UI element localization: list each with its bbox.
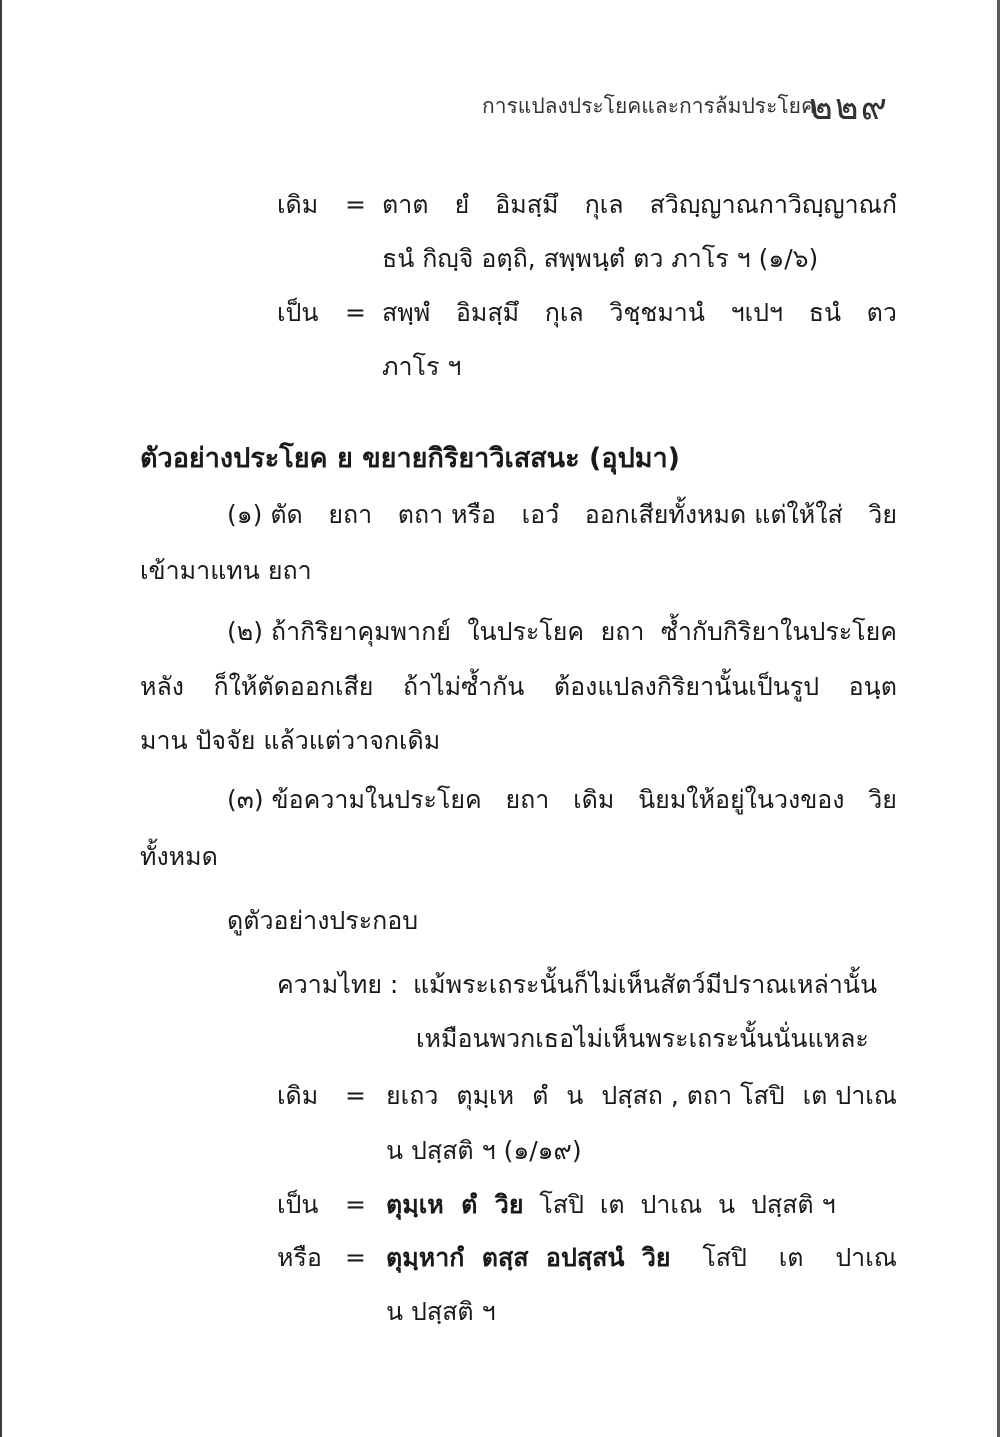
example-doem-line-2: น ปสฺสติ ฯ (๑/๑๙): [386, 1136, 582, 1165]
word: ยถา: [600, 617, 645, 646]
equals-sign: =: [345, 1081, 366, 1110]
word: นิยมให้อยู่ในวงของ: [638, 785, 845, 814]
equals-sign: =: [345, 1243, 366, 1272]
word: ยํ: [454, 190, 470, 219]
word: (๑) ตัด: [227, 500, 303, 529]
word: ซ้ำกับกิริยาในประโยค: [660, 617, 897, 646]
rule-1-line-2: เข้ามาแทน ยถา: [140, 556, 312, 585]
bold-phrase: ตุมฺเห ตํ วิย: [386, 1190, 524, 1219]
word: (๒) ถ้ากิริยาคุมพากย์: [227, 617, 451, 646]
word: ตว: [866, 298, 897, 327]
rule-2-line-1: [227, 617, 897, 647]
word: ในประโยค: [467, 617, 585, 646]
word: กุเล: [584, 190, 624, 219]
bold-phrase: ตุมฺหากํ ตสฺส อปสฺสนํ วิย: [386, 1243, 671, 1272]
doem-line-2: ธนํ กิญฺจิ อตฺถิ, สพฺพนฺตํ ตว ภาโร ฯ (๑/๖): [382, 244, 819, 273]
word: ปสฺสถ , ตถา โสปิ: [601, 1081, 785, 1110]
doem-label-2: เดิม: [277, 1081, 319, 1110]
word: อิมสฺมึ: [455, 298, 520, 327]
word: วิย: [868, 500, 897, 529]
word: ยเถว: [386, 1081, 439, 1110]
word: วิย: [868, 785, 897, 814]
word: น: [566, 1081, 584, 1110]
pen-line-2: ภาโร ฯ: [382, 352, 462, 381]
word: อนฺต: [848, 672, 897, 701]
rule-2-line-3: มาน ปัจจัย แล้วแต่วาจกเดิม: [140, 726, 441, 755]
word: ปาเณ: [835, 1243, 897, 1272]
thai-meaning-line-1: แม้พระเถระนั้นก็ไม่เห็นสัตว์มีปราณเหล่านั้น: [413, 970, 878, 999]
word: เต ปาเณ: [802, 1081, 897, 1110]
rule-3-line-1: [227, 785, 897, 815]
rule-3-line-2: ทั้งหมด: [140, 842, 218, 871]
running-header-title: การแปลงประโยคและการล้มประโยค: [482, 94, 815, 118]
doem-line-1: [382, 190, 897, 220]
rule-2-line-2: [140, 672, 897, 702]
doem-label-1: เดิม: [277, 190, 319, 219]
word: เดิม: [573, 785, 615, 814]
word: ฯเปฯ: [730, 298, 784, 327]
example-intro: ดูตัวอย่างประกอบ: [227, 906, 419, 935]
word: ตํ: [532, 1081, 549, 1110]
word: โสปิ: [702, 1243, 747, 1272]
thai-meaning-line-2: เหมือนพวกเธอไม่เห็นพระเถระนั้นนั่นแหละ: [416, 1024, 869, 1053]
word: เต: [778, 1243, 804, 1272]
word: อิมสฺมึ: [495, 190, 559, 219]
pen-label-1: เป็น: [277, 298, 319, 327]
word: สพฺพํ: [382, 298, 431, 327]
word: ต้องแปลงกิริยานั้นเป็นรูป: [553, 672, 820, 701]
pen-line-1: [382, 298, 897, 328]
example-pen-line: [386, 1190, 836, 1220]
word: ธนํ: [808, 298, 842, 327]
rule-1-line-1: [227, 500, 897, 530]
word: ตาต: [382, 190, 429, 219]
phrase: โสปิ เต ปาเณ น ปสฺสติ ฯ: [523, 1190, 836, 1219]
word: ตุมฺเห: [456, 1081, 515, 1110]
word: เอวํ: [521, 500, 560, 529]
equals-sign: =: [345, 298, 366, 327]
word: ยถา: [505, 785, 550, 814]
rue-label: หรือ: [277, 1243, 322, 1272]
pen-label-2: เป็น: [277, 1190, 319, 1219]
word: สวิญฺญาณกาวิญฺญาณกํ: [649, 190, 897, 219]
example-rue-line-1: [386, 1243, 897, 1273]
example-rue-line-2: น ปสฺสติ ฯ: [386, 1297, 496, 1326]
page-number: ๒๒๙: [809, 87, 889, 128]
equals-sign: =: [345, 190, 366, 219]
word: ถ้าไม่ซ้ำกัน: [402, 672, 525, 701]
word: ออกเสียทั้งหมด แต่ให้ใส่: [584, 500, 843, 529]
thai-meaning-label: ความไทย :: [277, 970, 399, 999]
word: ตถา หรือ: [397, 500, 497, 529]
word: (๓) ข้อความในประโยค: [227, 785, 482, 814]
word: หลัง: [140, 672, 185, 701]
equals-sign: =: [345, 1190, 366, 1219]
word: วิชฺชมานํ: [609, 298, 705, 327]
example-doem-line-1: [386, 1081, 897, 1111]
word: ยถา: [328, 500, 373, 529]
word: ก็ให้ตัดออกเสีย: [213, 672, 374, 701]
word: กุเล: [544, 298, 584, 327]
section-heading: ตัวอย่างประโยค ย ขยายกิริยาวิเสสนะ (อุปมา): [140, 443, 681, 474]
